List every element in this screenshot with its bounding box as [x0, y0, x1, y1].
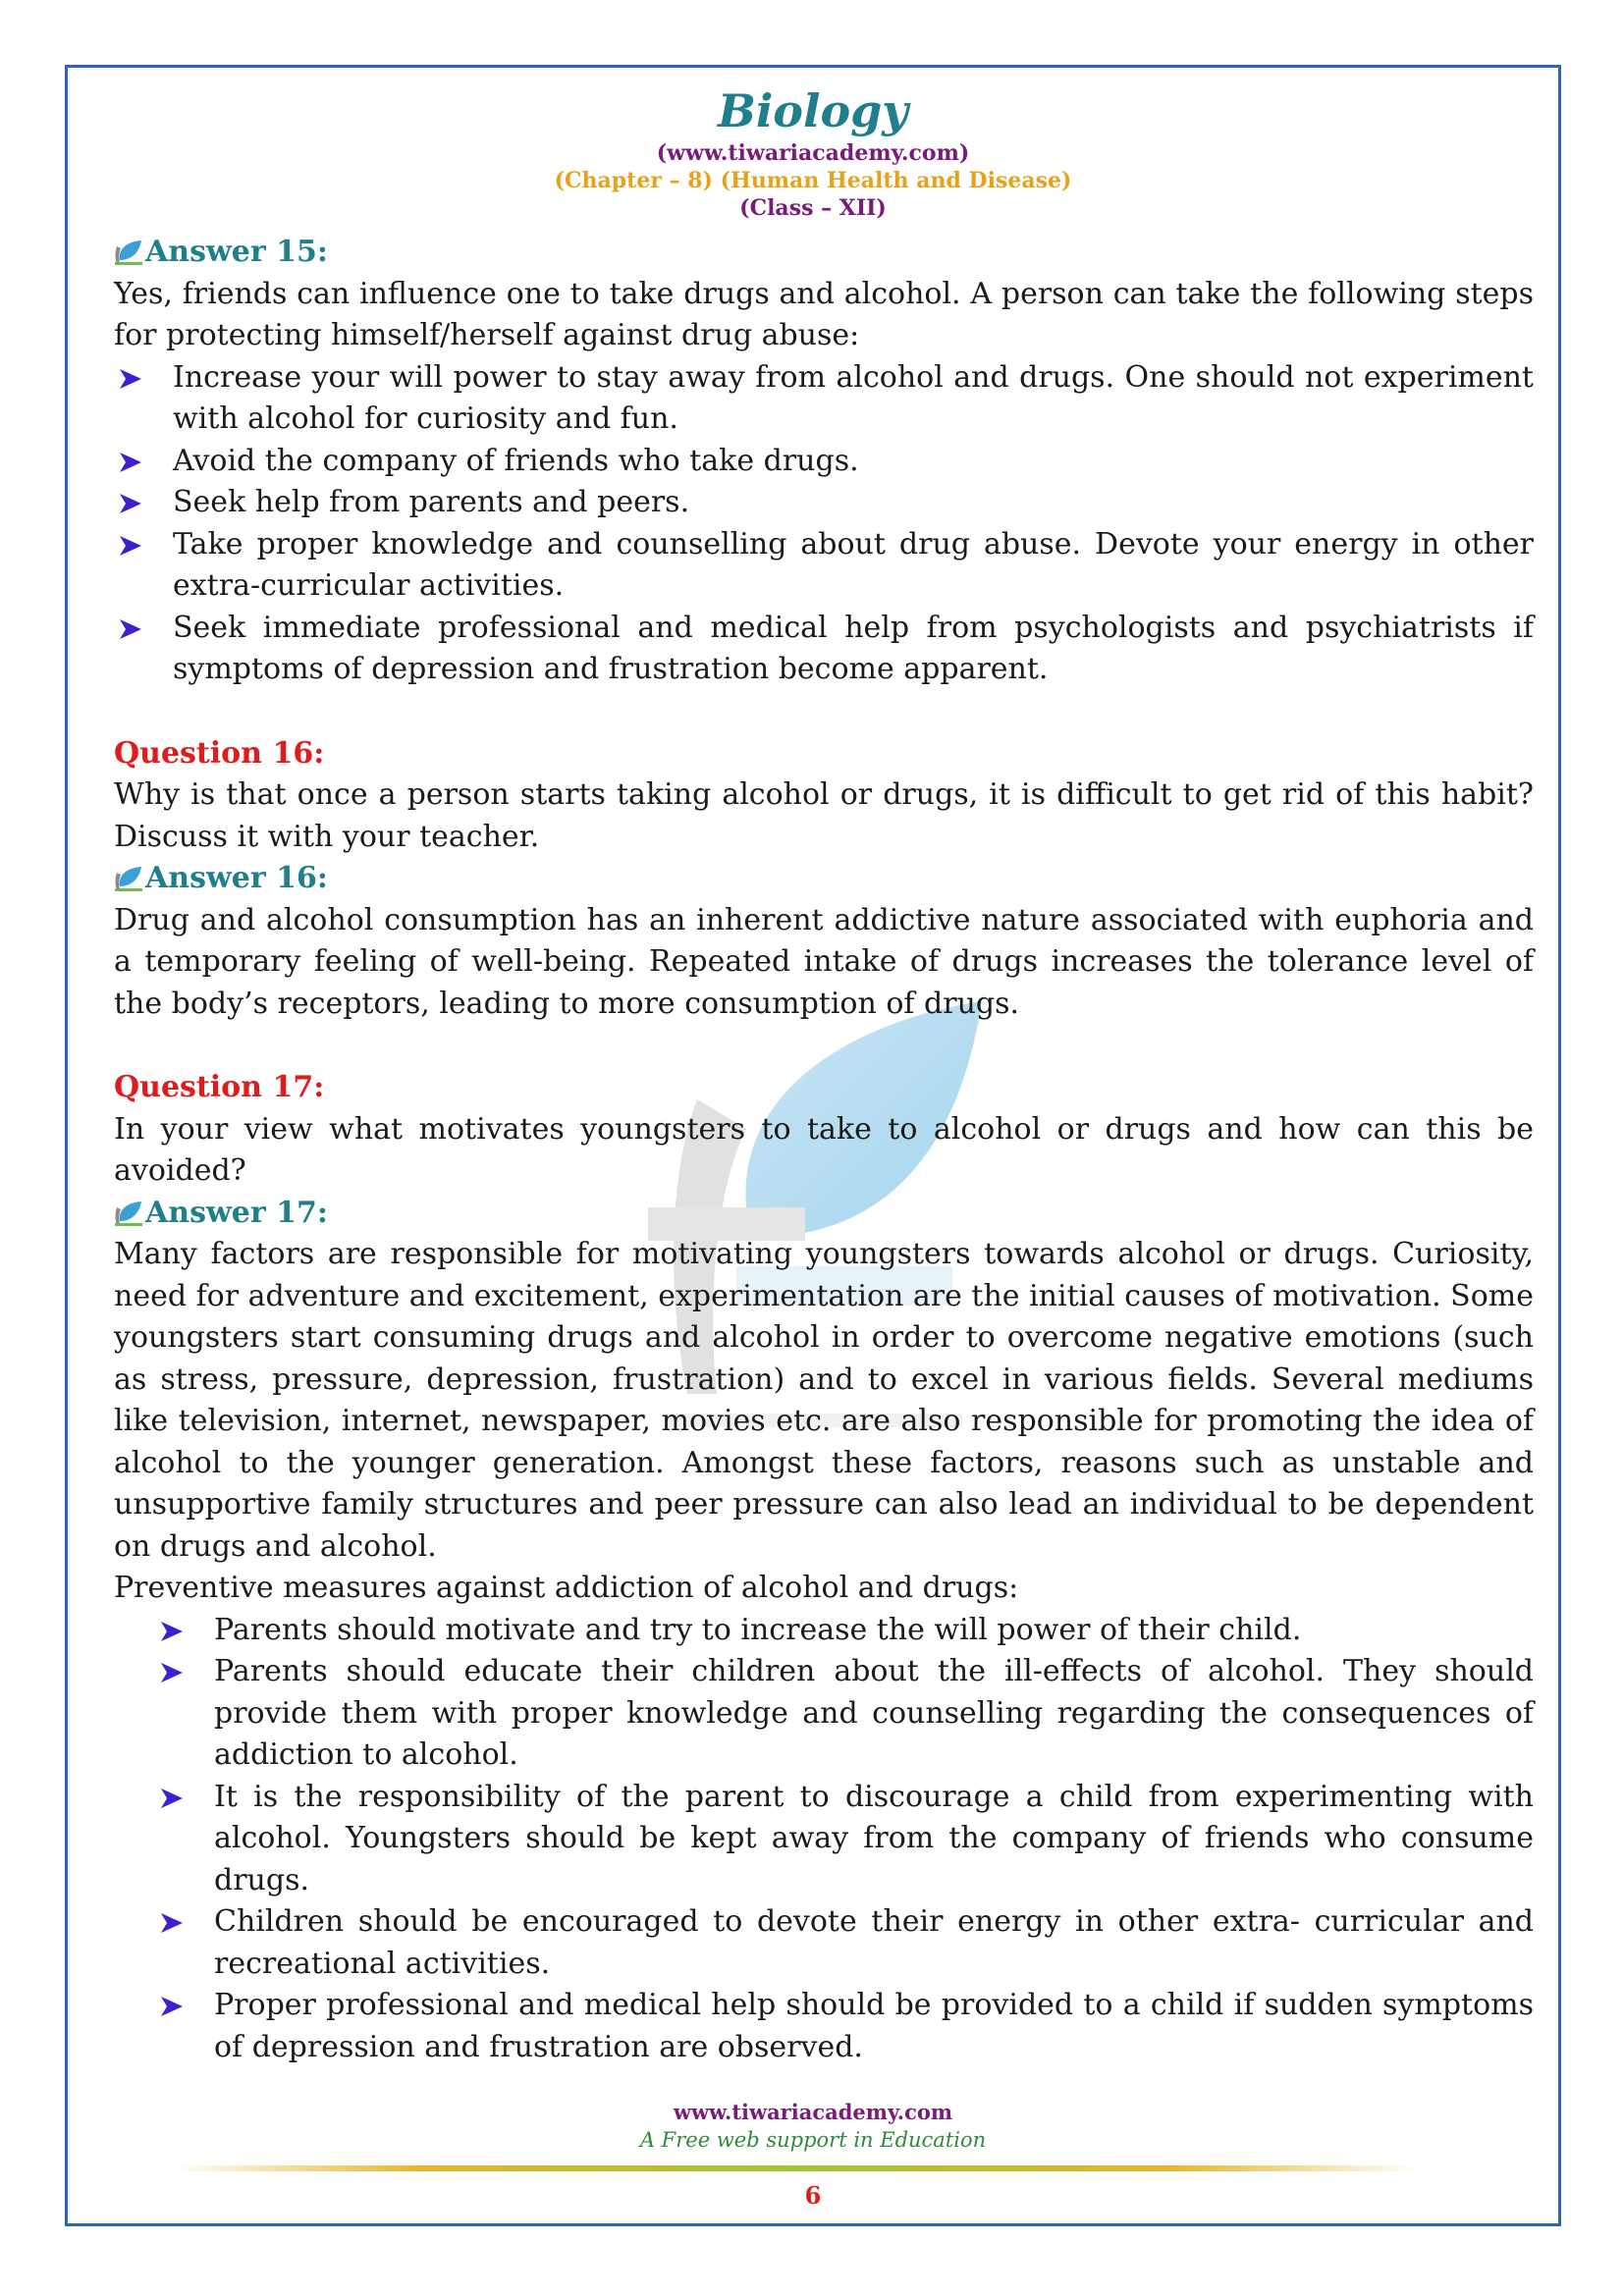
list-item-text: Parents should motivate and try to increase the will power of their child.: [214, 1612, 1302, 1647]
answer-17-text: Many factors are responsible for motivating youngsters towards alcohol or drugs. Curiosity, need for adventure and excitement, experimentation are the initial causes of motivation. Some youngsters start consuming drugs and alcohol in order to overcome negative emotions (such as stress, pressure, depression, frustration) and to excel in various fields. Several mediums like television, internet, newspaper, movies etc. are also responsible for promoting the idea of alcohol to the younger generation. Amongst these factors, reasons such as unstable and unsupportive family structures and peer pressure can also lead an individual to be dependent on drugs and alcohol.: [114, 1237, 1534, 1564]
header-site-link[interactable]: (www.tiwariacademy.com): [656, 140, 970, 166]
question-17-text: In your view what motivates youngsters to take to alcohol or drugs and how can this be avoided?: [114, 1111, 1534, 1188]
answer-17-label: Answer 17:: [145, 1195, 328, 1230]
chapter-title: (Chapter – 8) (Human Health and Disease): [554, 168, 1072, 193]
answer-17-heading: [114, 1193, 1534, 1235]
answer-15-list: [114, 357, 1534, 691]
arrow-bullet-icon: [118, 367, 143, 391]
list-item-text: Parents should educate their children about the ill-effects of alcohol. They should provide them with proper knowledge and counselling regarding the consequences of addiction to alcohol.: [214, 1654, 1534, 1772]
spacer: [114, 691, 1534, 733]
list-item-text: Take proper knowledge and counselling about drug abuse. Devote your energy in other extra-curricular activities.: [173, 526, 1534, 603]
question-16-heading: Question 16:: [114, 735, 325, 771]
spacer: [114, 1025, 1534, 1067]
answer-16-text: Drug and alcohol consumption has an inherent addictive nature associated with euphoria and a temporary feeling of well-being. Repeated intake of drugs increases the tolerance level of the body’s receptors, leading to more consumption of drugs.: [114, 902, 1534, 1021]
answer-15-intro: Yes, friends can influence one to take drugs and alcohol. A person can take the following steps for protecting himself/herself against drug abuse:: [114, 276, 1534, 352]
list-item: [114, 1610, 1534, 1652]
arrow-bullet-icon: [118, 451, 143, 474]
leaf-logo-icon: [114, 1200, 143, 1227]
list-item: [114, 357, 1534, 441]
arrow-bullet-icon: [159, 1661, 185, 1684]
leaf-logo-icon: [114, 865, 143, 892]
list-item: [114, 1901, 1534, 1985]
list-item: [114, 482, 1534, 524]
arrow-bullet-icon: [159, 1995, 185, 2018]
answer-15-heading: [114, 232, 1534, 274]
answer-16-label: Answer 16:: [145, 861, 328, 895]
page-number: 6: [804, 2181, 822, 2210]
question-16-text: Why is that once a person starts taking alcohol or drugs, it is difficult to get rid of this habit? Discuss it with your teacher.: [114, 777, 1534, 854]
list-item-text: Proper professional and medical help should be provided to a child if sudden symptoms of depression and frustration are observed.: [214, 1988, 1534, 2064]
page-footer: [65, 2099, 1561, 2154]
page-content: [114, 232, 1534, 2068]
leaf-logo-icon: [114, 239, 143, 266]
answer-16-heading: [114, 858, 1534, 900]
list-item: [114, 441, 1534, 483]
arrow-bullet-icon: [118, 617, 143, 641]
question-17-heading: Question 17:: [114, 1070, 325, 1104]
list-item: [114, 524, 1534, 608]
arrow-bullet-icon: [118, 492, 143, 515]
subject-title: Biology: [717, 84, 909, 137]
list-item: [114, 1777, 1534, 1902]
list-item-text: Seek immediate professional and medical help from psychologists and psychiatrists if symptoms of depression and frustration become apparent.: [173, 610, 1534, 686]
list-item: [114, 608, 1534, 691]
page-header: [65, 82, 1561, 222]
answer-17-measures-intro: Preventive measures against addiction of alcohol and drugs:: [114, 1571, 1019, 1605]
arrow-bullet-icon: [118, 534, 143, 558]
arrow-bullet-icon: [159, 1787, 185, 1810]
arrow-bullet-icon: [159, 1911, 185, 1935]
class-label: (Class – XII): [739, 195, 887, 221]
list-item: [114, 1651, 1534, 1777]
list-item-text: Children should be encouraged to devote their energy in other extra- curricular and recreational activities.: [214, 1904, 1534, 1981]
footer-site-link[interactable]: www.tiwariacademy.com: [673, 2100, 953, 2124]
list-item-text: Avoid the company of friends who take drugs.: [173, 443, 859, 478]
list-item-text: Seek help from parents and peers.: [173, 485, 690, 519]
list-item-text: It is the responsibility of the parent to discourage a child from experimenting with alcohol. Youngsters should be kept away from the company of friends who consume drugs.: [214, 1779, 1534, 1897]
list-item: [114, 1985, 1534, 2068]
answer-15-label: Answer 15:: [145, 235, 328, 269]
footer-divider: [173, 2165, 1418, 2171]
answer-17-list: [114, 1610, 1534, 2069]
list-item-text: Increase your will power to stay away from alcohol and drugs. One should not experiment with alcohol for curiosity and fun.: [173, 359, 1534, 436]
footer-tagline: A Free web support in Education: [639, 2128, 987, 2152]
arrow-bullet-icon: [159, 1620, 185, 1643]
